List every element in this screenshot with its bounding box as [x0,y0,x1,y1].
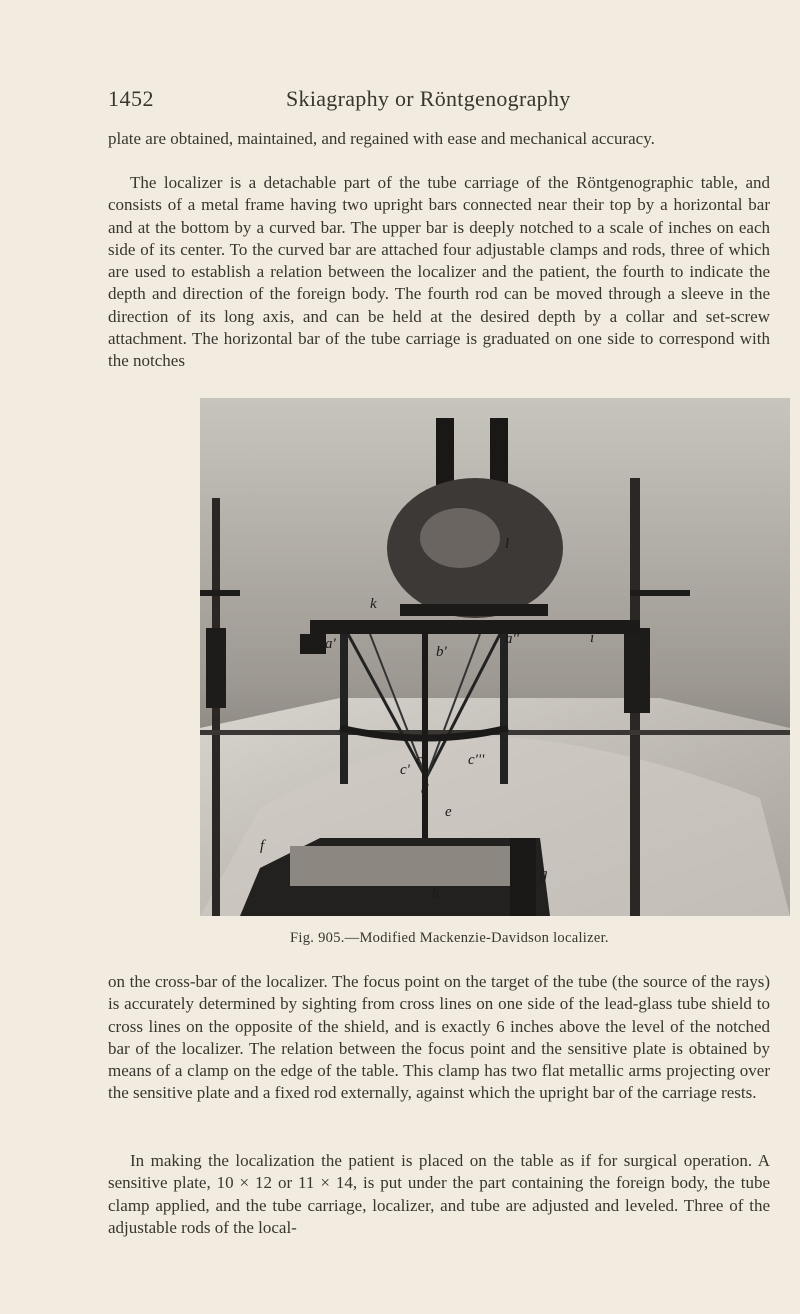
paragraph-continuation: plate are obtained, maintained, and regained with ease and mechanical accuracy. [108,129,655,148]
localizer-illustration [200,398,790,916]
label-b-prime: b' [436,644,447,660]
label-a-prime: a' [325,636,336,652]
label-h: h [432,886,440,902]
paragraph-localization-procedure: In making the localization the patient is placed on the table as if for surgical operation. A sensitive plate, 10 × 12 or 11 × 14, is put under the part containing the foreign body, the tube clamp applied, and the tube carriage, localizer, and tube are adjusted and leveled. Three of the adjustable rods of the local- [108,1151,770,1237]
figure-localizer-photo [200,398,790,916]
paragraph-focus-point: on the cross-bar of the localizer. The focus point on the target of the tube (the source of the rays) is accurately determined by sighting from cross lines on one side of the lead-glass tube shield to cross lines on the opposite of the shield, and is exactly 6 inches above the level of the notched bar of the localizer. The relation between the focus point and the sensitive plate is obtained by means of a clamp on the edge of the table. This clamp has two flat metallic arms projecting over the sensitive plate and a fixed rod externally, against which the upright bar of the carriage rests. [108,972,770,1103]
label-i: i [590,630,595,646]
figure-caption: Fig. 905.—Modified Mackenzie-Davidson localizer. [290,930,609,946]
label-d: d [421,782,429,798]
paragraph-localizer-description: The localizer is a detachable part of the tube carriage of the Röntgenographic table, and consists of a metal frame having two upright bars connected near their top by a horizontal bar and at the bottom by a curved bar. The upper bar is deeply notched to a scale of inches on each side of its center. To the curved bar are attached four adjustable clamps and rods, three of which are used to establish a relation between the localizer and the patient, the fourth to indicate the depth and direction of the foreign body. The fourth rod can be moved through a sleeve in the direction of its long axis, and can be held at the desired depth by a collar and set-screw attachment. The horizontal bar of the tube carriage is graduated on one side to correspond with the notches [108,173,770,371]
label-l: l [505,536,510,552]
page-header [108,86,768,114]
label-c-prime: c' [400,762,410,778]
label-c-triple-prime: c''' [468,752,485,768]
label-f: f [260,838,265,854]
page-number: 1452 [108,86,154,111]
label-a-double-prime: a'' [505,631,519,647]
label-g: g [540,866,548,882]
label-e: e [445,804,452,820]
label-k: k [370,596,377,612]
running-head: Skiagraphy or Röntgenography [286,86,571,111]
label-c: c [416,752,423,768]
